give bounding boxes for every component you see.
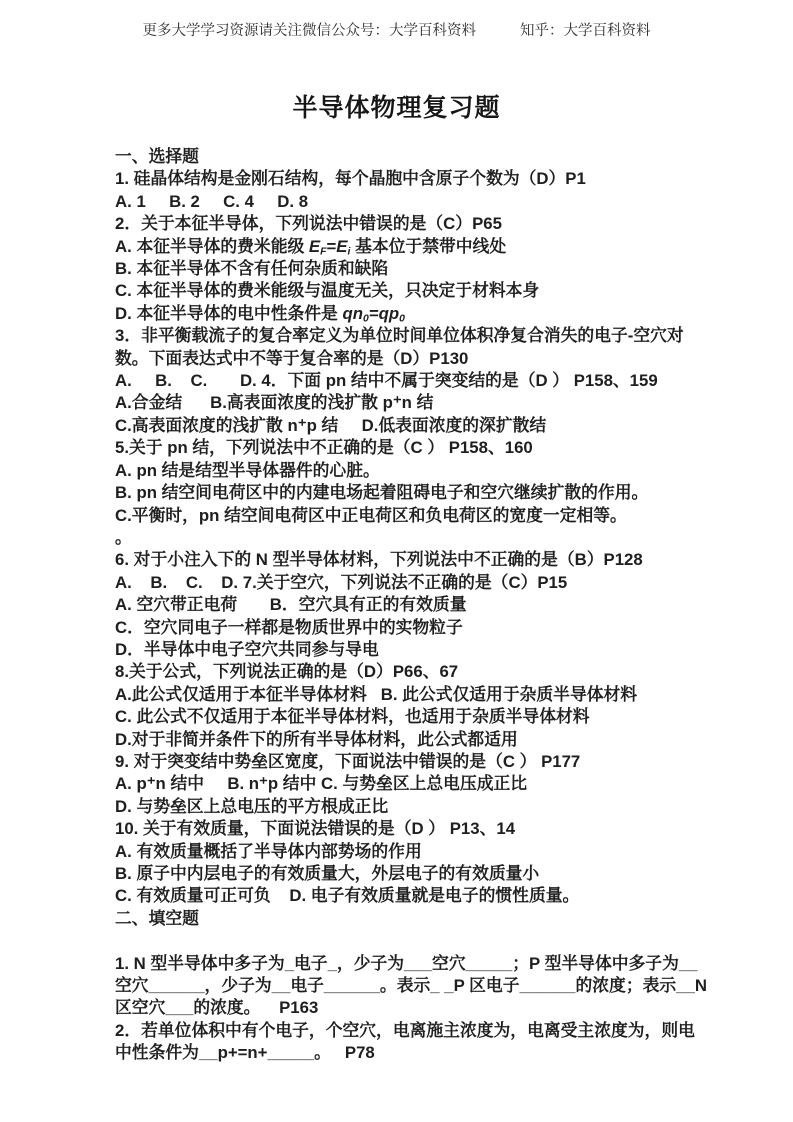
text-line: 8.关于公式，下列说法正确的是（D）P66、67 bbox=[115, 662, 459, 682]
page-header bbox=[0, 19, 793, 40]
text-line: 区空穴___的浓度。 P163 bbox=[115, 998, 319, 1018]
text-line: 二、填空题 bbox=[115, 908, 199, 928]
text-line: C．空穴同电子一样都是物质世界中的实物粒子 bbox=[115, 617, 463, 637]
text-line: C. 此公式不仅适用于本征半导体材料，也适用于杂质半导体材料 bbox=[115, 707, 590, 727]
text-line: 数。下面表达式中不等于复合率的是（D）P130 bbox=[115, 348, 469, 368]
text-line: A. p⁺n 结中 B. n⁺p 结中 C. 与势垒区上总电压成正比 bbox=[115, 774, 528, 794]
text-line: 2．关于本征半导体，下列说法中错误的是（C）P65 bbox=[115, 214, 502, 234]
text-line: A. 本征半导体的费米能级 $E_F=E_i$ 基本位于禁带中线处 bbox=[115, 236, 507, 258]
text-line: A.此公式仅适用于本征半导体材料 B. 此公式仅适用于杂质半导体材料 bbox=[115, 684, 638, 704]
text-line: A. 有效质量概括了半导体内部势场的作用 bbox=[115, 841, 422, 861]
text-line: 中性条件为__p+=n+_____。 P78 bbox=[115, 1043, 375, 1063]
text-line: 1. 硅晶体结构是金刚石结构，每个晶胞中含原子个数为（D）P1 bbox=[115, 169, 586, 189]
text-line: 。 bbox=[115, 527, 132, 547]
page-title: 半导体物理复习题 bbox=[292, 94, 501, 122]
text-line: A. 空穴带正电荷 B．空穴具有正的有效质量 bbox=[115, 595, 467, 615]
text-line: D．半导体中电子空穴共同参与导电 bbox=[115, 639, 379, 659]
text-line: B. 本征半导体不含有任何杂质和缺陷 bbox=[115, 259, 389, 279]
text-line: A. B. C. D. 4．下面 pn 结中不属于突变结的是（D ） P158、159 bbox=[115, 371, 658, 391]
text-line: C. 有效质量可正可负 D. 电子有效质量就是电子的惯性质量。 bbox=[115, 886, 580, 906]
text-line: 空穴______，少子为__电子______。表示_ _P 区电子______的浓度；表示__N bbox=[115, 976, 707, 996]
text-line: D. 与势垒区上总电压的平方根成正比 bbox=[115, 796, 389, 816]
text-line: 1. N 型半导体中多子为_电子_，少子为___空穴_____；P 型半导体中多子为__ bbox=[115, 953, 698, 973]
text-line: C.平衡时，pn 结空间电荷区中正电荷区和负电荷区的宽度一定相等。 bbox=[115, 505, 627, 525]
text-line: D.对于非简并条件下的所有半导体材料，此公式都适用 bbox=[115, 729, 518, 749]
text-line: A. 1 B. 2 C. 4 D. 8 bbox=[115, 191, 309, 211]
text-line: 5.关于 pn 结，下列说法中不正确的是（C ） P158、160 bbox=[115, 438, 533, 458]
text-line: A. pn 结是结型半导体器件的心脏。 bbox=[115, 460, 380, 480]
text-line: C.高表面浓度的浅扩散 n⁺p 结 D.低表面浓度的深扩散结 bbox=[115, 415, 547, 435]
text-line: D. 本征半导体的电中性条件是 $qn_0=qp_0$ bbox=[115, 303, 405, 325]
text-line bbox=[115, 930, 693, 952]
text-line: B. 原子中内层电子的有效质量大，外层电子的有效质量小 bbox=[115, 864, 540, 883]
header-right-text: 知乎：大学百科资料 bbox=[520, 23, 651, 39]
text-line: 6. 对于小注入下的 N 型半导体材料，下列说法中不正确的是（B）P128 bbox=[115, 550, 643, 570]
text-line: 一、选择题 bbox=[115, 147, 199, 166]
text-line: 10. 关于有效质量，下面说法错误的是（D ） P13、14 bbox=[115, 819, 516, 839]
text-line: 9. 对于突变结中势垒区宽度，下面说法中错误的是（C ） P177 bbox=[115, 751, 581, 771]
header-left-text: 更多大学学习资源请关注微信公众号：大学百科资料 bbox=[142, 23, 476, 39]
document-body bbox=[115, 146, 707, 1065]
text-line: B. pn 结空间电荷区中的内建电场起着阻碍电子和空穴继续扩散的作用。 bbox=[115, 483, 649, 503]
text-line: 3．非平衡载流子的复合率定义为单位时间单位体积净复合消失的电子-空穴对 bbox=[115, 326, 684, 346]
text-line: A. B. C. D. 7.关于空穴，下列说法不正确的是（C）P15 bbox=[115, 572, 568, 592]
text-line: 2．若单位体积中有个电子，个空穴，电离施主浓度为，电离受主浓度为，则电 bbox=[115, 1020, 695, 1040]
text-line: A.合金结 B.高表面浓度的浅扩散 p⁺n 结 bbox=[115, 393, 434, 413]
text-line: C. 本征半导体的费米能级与温度无关，只决定于材料本身 bbox=[115, 281, 540, 301]
